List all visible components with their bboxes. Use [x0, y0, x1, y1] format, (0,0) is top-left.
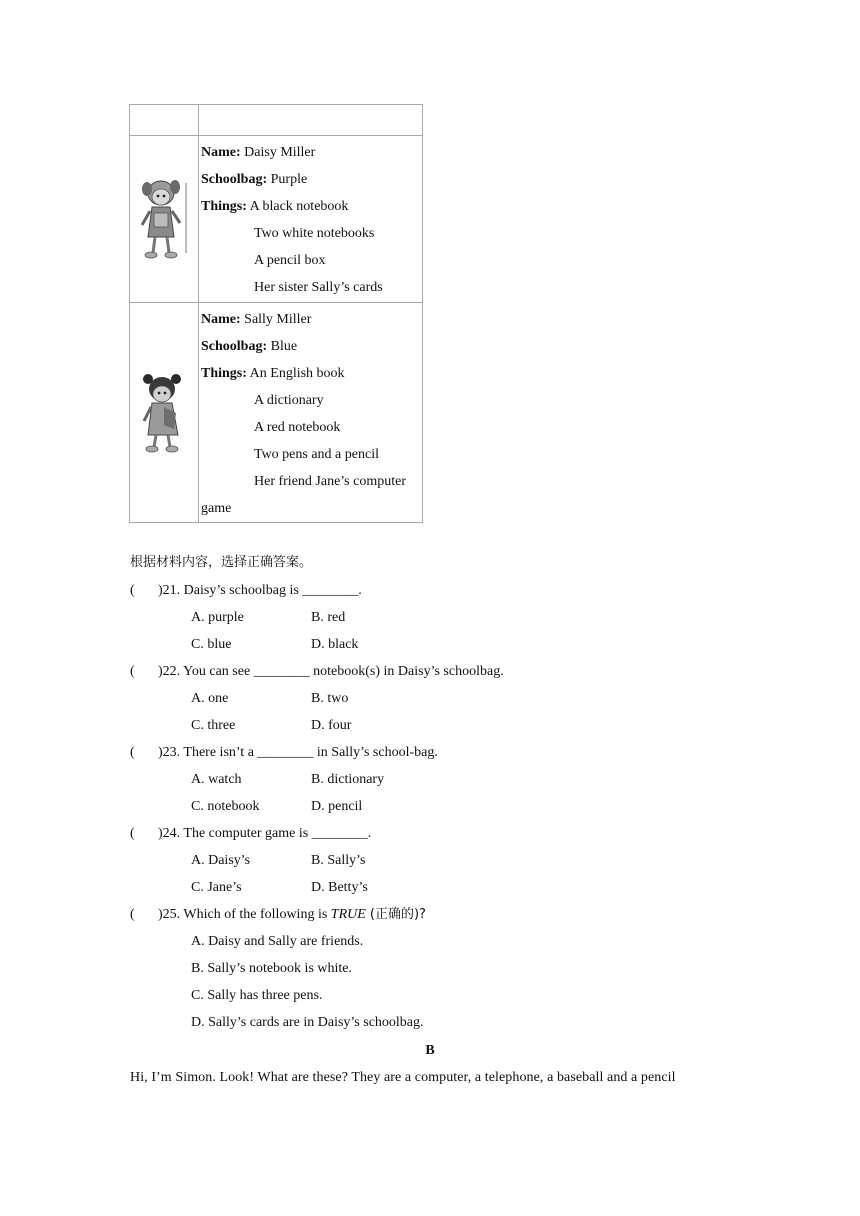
option-23-d: D. pencil — [311, 799, 363, 814]
option-25-d: D. Sally’s cards are in Daisy’s schoolbag. — [191, 1015, 424, 1030]
sally-picture-cell — [130, 303, 199, 523]
sally-thing-wrap: game — [201, 501, 232, 516]
sally-thing-item: Two pens and a pencil — [254, 447, 379, 462]
option-21-d: D. black — [311, 637, 359, 652]
sally-info-cell — [199, 303, 423, 523]
sally-thing-item: A dictionary — [254, 393, 324, 408]
option-21-a: A. purple — [191, 610, 244, 625]
option-22-a: A. one — [191, 691, 229, 706]
daisy-thing-item: A pencil box — [254, 253, 326, 268]
girl-with-pigtails-icon — [134, 171, 194, 267]
table-row-daisy — [130, 136, 423, 303]
info-table — [129, 104, 423, 523]
sally-things-line: Things: An English book — [201, 366, 345, 381]
option-25-c: C. Sally has three pens. — [191, 988, 323, 1003]
girl-with-buns-icon — [136, 369, 192, 457]
daisy-thing-item: Two white notebooks — [254, 226, 375, 241]
answer-blank[interactable]: ( — [130, 907, 135, 922]
option-22-d: D. four — [311, 718, 352, 733]
option-23-b: B. dictionary — [311, 772, 385, 787]
option-25-b: B. Sally’s notebook is white. — [191, 961, 352, 976]
daisy-picture-cell — [130, 136, 199, 303]
option-22-b: B. two — [311, 691, 349, 706]
question-25: ( )25. Which of the following is TRUE (正确的)? — [130, 904, 426, 926]
daisy-info-cell — [199, 136, 423, 303]
answer-blank[interactable]: ( — [130, 664, 135, 679]
question-24: ( )24. The computer game is ________. — [130, 823, 371, 845]
daisy-bag-line: Schoolbag: Purple — [201, 172, 308, 187]
daisy-thing-item: Her sister Sally’s cards — [254, 280, 383, 295]
option-23-c: C. notebook — [191, 799, 260, 814]
sally-name-line: Name: Sally Miller — [201, 312, 312, 327]
answer-blank[interactable]: ( — [130, 583, 135, 598]
option-22-c: C. three — [191, 718, 236, 733]
option-25-a: A. Daisy and Sally are friends. — [191, 934, 364, 949]
sally-thing-item: A red notebook — [254, 420, 341, 435]
sally-bag-line: Schoolbag: Blue — [201, 339, 298, 354]
option-21-c: C. blue — [191, 637, 232, 652]
option-24-c: C. Jane’s — [191, 880, 242, 895]
section-b-heading: B — [425, 1043, 435, 1058]
option-21-b: B. red — [311, 610, 346, 625]
question-22: ( )22. You can see ________ notebook(s) in Daisy’s schoolbag. — [130, 661, 504, 683]
question-21: ( )21. Daisy’s schoolbag is ________. — [130, 580, 362, 602]
sally-thing-item: Her friend Jane’s computer — [254, 474, 406, 489]
option-23-a: A. watch — [191, 772, 242, 787]
answer-blank[interactable]: ( — [130, 745, 135, 760]
option-24-a: A. Daisy’s — [191, 853, 251, 868]
table-row-sally — [130, 303, 423, 523]
table-header-empty-left — [130, 105, 199, 136]
table-header-empty-right — [199, 105, 423, 136]
question-23: ( )23. There isn’t a ________ in Sally’s school-bag. — [130, 742, 438, 764]
option-24-b: B. Sally’s — [311, 853, 366, 868]
daisy-things-line: Things: A black notebook — [201, 199, 349, 214]
answer-blank[interactable]: ( — [130, 826, 135, 841]
option-24-d: D. Betty’s — [311, 880, 368, 895]
passage-first-line: Hi, I’m Simon. Look! What are these? They are a computer, a telephone, a baseball and a pencil — [130, 1070, 676, 1085]
instruction-text: 根据材料内容，选择正确答案。 — [130, 555, 313, 570]
daisy-name-line: Name: Daisy Miller — [201, 145, 316, 160]
